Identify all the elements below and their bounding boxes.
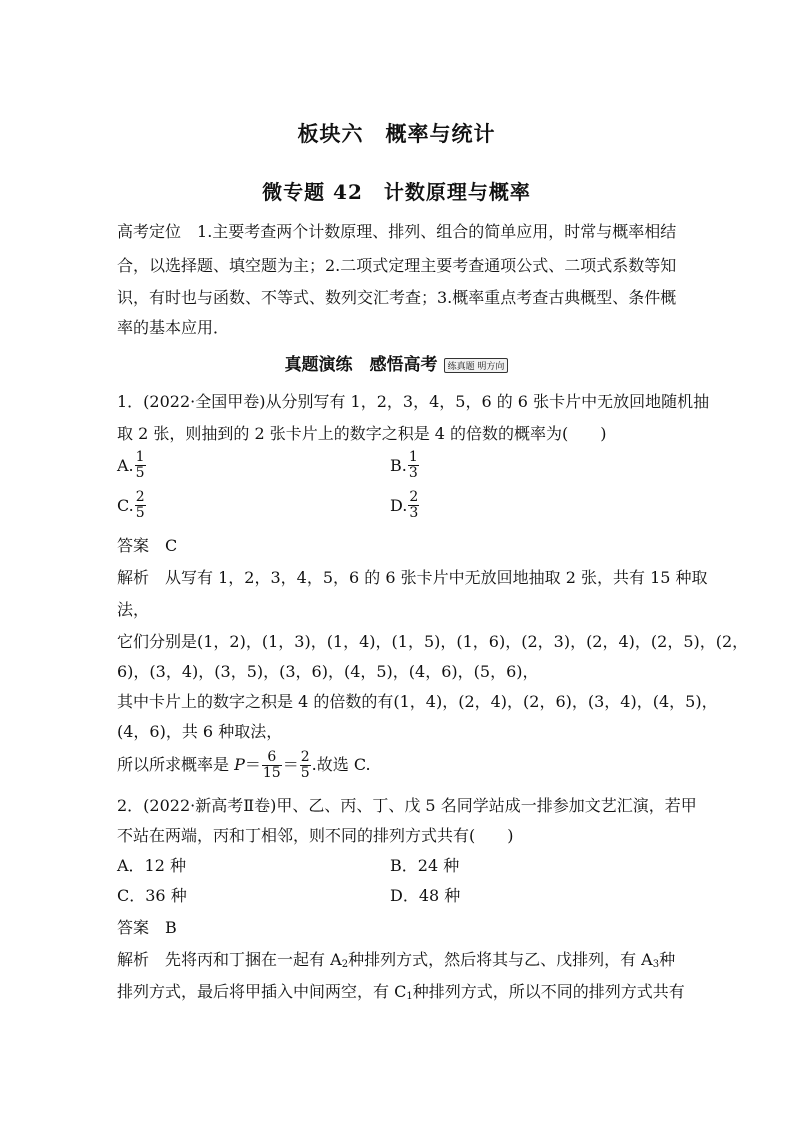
q2-analysis-line-1: 解析 先将丙和丁捆在一起有 A2种排列方式，然后将其与乙、戊排列，有 A3种 bbox=[117, 950, 676, 970]
fraction: $\frac{1}{5}$ bbox=[135, 449, 145, 481]
q2-stem-line-1: 2．(2022·新高考Ⅱ卷)甲、乙、丙、丁、戊 5 名同学站成一排参加文艺汇演，若甲 bbox=[117, 796, 697, 815]
q1-option-b bbox=[390, 450, 420, 481]
q1-stem-line-1: 1．(2022·全国甲卷)从分别写有 1，2，3，4，5，6 的 6 张卡片中无放回地随机抽 bbox=[117, 392, 710, 411]
q1-analysis-line-1: 解析 从写有 1，2，3，4，5，6 的 6 张卡片中无放回地抽取 2 张，共有 15 种取 bbox=[117, 568, 708, 587]
analysis-label: 解析 bbox=[117, 568, 150, 587]
section-title bbox=[0, 350, 793, 375]
q1-analysis-line-3: 它们分别是(1，2)，(1，3)，(1，4)，(1，5)，(1，6)，(2，3)，(2，4)，(2，5)，(2， bbox=[117, 632, 749, 651]
fraction: $\frac{1}{3}$ bbox=[408, 449, 418, 481]
q2-analysis-line-2: 排列方式，最后将甲插入中间两空，有 C1种排列方式，所以不同的排列方式共有 bbox=[117, 982, 685, 1002]
q2-option-a: A．12 种 bbox=[117, 856, 187, 875]
section-tag: 练真题 明方向 bbox=[444, 358, 509, 373]
section-title-text: 真题演练 感悟高考 bbox=[284, 355, 438, 375]
answer-value: C bbox=[165, 536, 178, 555]
intro-label: 高考定位 bbox=[117, 222, 182, 241]
fraction: $\frac{6}{15}$ bbox=[262, 749, 281, 781]
fraction: $\frac{2}{3}$ bbox=[409, 489, 419, 521]
option-label: A. bbox=[117, 455, 134, 475]
answer-value: B bbox=[165, 918, 177, 937]
q1-stem-line-2: 取 2 张，则抽到的 2 张卡片上的数字之积是 4 的倍数的概率为( ) bbox=[117, 424, 607, 443]
q2-stem-line-2: 不站在两端，丙和丁相邻，则不同的排列方式共有( ) bbox=[117, 826, 514, 845]
fraction: $\frac{2}{5}$ bbox=[135, 489, 145, 521]
topic-title: 微专题 42 计数原理与概率 bbox=[262, 180, 531, 204]
q1-option-d bbox=[390, 490, 420, 521]
answer-label: 答案 bbox=[117, 918, 150, 937]
option-label: C. bbox=[117, 495, 134, 515]
intro-line-4: 率的基本应用． bbox=[117, 318, 230, 337]
intro-line-1 bbox=[117, 222, 676, 242]
block-title: 板块六 概率与统计 bbox=[297, 121, 496, 146]
q1-analysis-line-2: 法， bbox=[117, 600, 150, 619]
q1-option-a bbox=[117, 450, 147, 481]
q1-analysis-line-5: 其中卡片上的数字之积是 4 的倍数的有(1，4)，(2，4)，(2，6)，(3，4)，(4，5)， bbox=[117, 692, 718, 711]
q2-option-b: B．24 种 bbox=[390, 856, 460, 875]
q2-answer bbox=[117, 918, 177, 938]
q1-analysis-line-6: (4，6)，共 6 种取法， bbox=[117, 722, 283, 741]
q1-analysis-line-4: 6)，(3，4)，(3，5)，(3，6)，(4，5)，(4，6)，(5，6)， bbox=[117, 662, 539, 681]
intro-text-1: 1.主要考查两个计数原理、排列、组合的简单应用，时常与概率相结 bbox=[197, 222, 677, 241]
q1-analysis-line-7: 所以所求概率是 P＝ $\frac{6}{15}$ ＝ $\frac{2}{5}$ .故选 C. bbox=[117, 749, 371, 781]
option-label: B. bbox=[390, 455, 407, 475]
answer-label: 答案 bbox=[117, 536, 150, 555]
option-label: D. bbox=[390, 495, 408, 515]
q2-option-d: D．48 种 bbox=[390, 886, 461, 905]
intro-line-2: 合，以选择题、填空题为主；2.二项式定理主要考查通项公式、二项式系数等知 bbox=[117, 256, 677, 275]
fraction: $\frac{2}{5}$ bbox=[300, 749, 310, 781]
q2-option-c: C．36 种 bbox=[117, 886, 187, 905]
q1-answer bbox=[117, 536, 177, 556]
q1-option-c bbox=[117, 490, 147, 521]
analysis-label: 解析 bbox=[117, 950, 150, 969]
intro-line-3: 识，有时也与函数、不等式、数列交汇考查；3.概率重点考查古典概型、条件概 bbox=[117, 288, 677, 307]
